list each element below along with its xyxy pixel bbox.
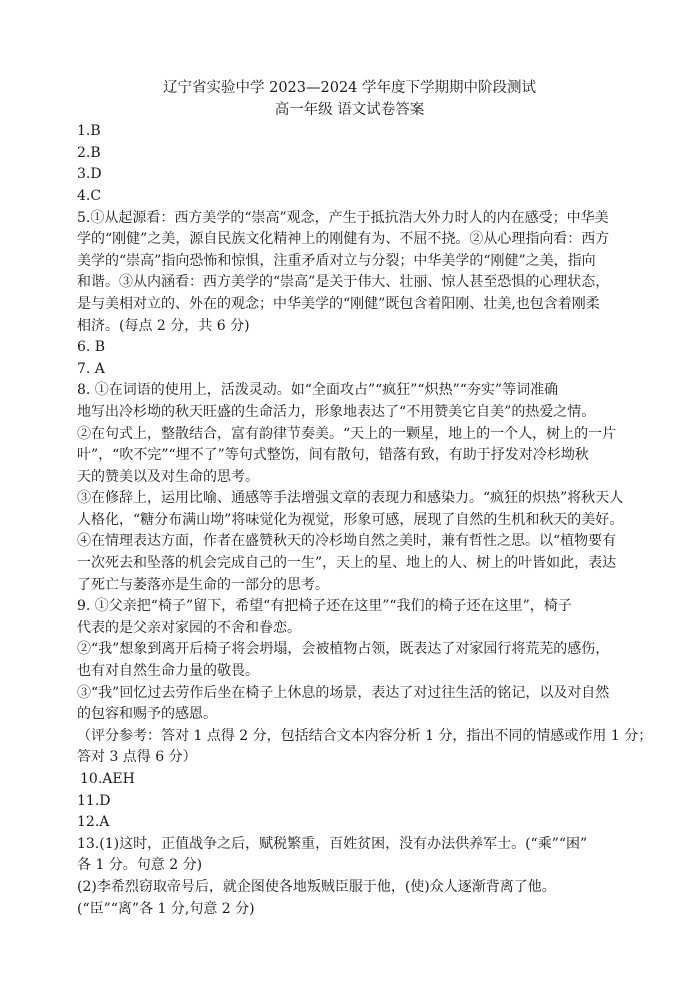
answer-q5-line: 学的“刚健”之美，源自民族文化精神上的刚健有为、不屈不挠。②从心理指向看：西方 bbox=[77, 231, 610, 248]
answer-q1: 1.B bbox=[77, 123, 101, 140]
answer-q5-line: 美学的“崇高”指向恐怖和惊惧，注重矛盾对立与分裂；中华美学的“刚健”之美，指向 bbox=[77, 252, 596, 269]
answer-q5-line: 是与美相对立的、外在的观念；中华美学的“刚健”既包含着阳刚、壮美,也包含着刚柔 bbox=[77, 295, 600, 312]
answer-q13-line: 13.(1)这时，正值战争之后，赋税繁重，百姓贫困，没有办法供养军士。(“乘”“困” bbox=[77, 835, 588, 852]
answer-q8 bbox=[77, 380, 622, 596]
answer-q11: 11.D bbox=[77, 792, 111, 809]
exam-subtitle: 高一年级 语文试卷答案 bbox=[274, 101, 425, 118]
answer-q12: 12.A bbox=[77, 814, 110, 831]
answer-q8-line: 地写出冷杉坳的秋天旺盛的生命活力，形象地表达了“不用赞美它自美”的热爱之情。 bbox=[77, 403, 596, 420]
answer-q9-line: ②“我”想象到离开后椅子将会坍塌，会被植物占领，既表达了对家园行将荒芜的感伤， bbox=[77, 641, 610, 658]
answer-q8-line: 一次死去和坠落的机会完成自己的一生”，天上的星、地上的人、树上的叶皆如此，表达 bbox=[77, 555, 617, 572]
answer-q5 bbox=[77, 208, 622, 338]
answer-q8-line: ④在情理表达方面，作者在盛赞秋天的冷杉坳自然之美时，兼有哲性之思。以“植物要有 bbox=[77, 533, 617, 550]
answer-q9-line: 代表的是父亲对家园的不舍和眷恋。 bbox=[77, 619, 301, 636]
answer-q5-line: 和谐。③从内涵看：西方美学的“崇高”是关于伟大、壮丽、惊人甚至恐惧的心理状态， bbox=[77, 274, 610, 291]
answer-q8-line: ②在句式上，整散结合，富有韵律节奏美。“天上的一颗星，地上的一个人，树上的一片 bbox=[77, 425, 617, 442]
answer-q13-line: (“臣”“离”各 1 分,句意 2 分) bbox=[77, 900, 255, 917]
answer-q3: 3.D bbox=[77, 166, 102, 183]
answer-q5-line: 5.①从起源看：西方美学的“崇高”观念，产生于抵抗浩大外力时人的内在感受；中华美 bbox=[77, 209, 609, 226]
answer-q9-line: 的包容和赐予的感恩。 bbox=[77, 706, 217, 723]
answer-q8-line: 了死亡与萎落亦是生命的一部分的思考。 bbox=[77, 576, 329, 593]
answer-q9 bbox=[77, 596, 653, 769]
answer-q8-line: 8. ①在词语的使用上，活泼灵动。如“全面攻占”“疯狂”“炽热”“夯实”等词准确 bbox=[77, 382, 559, 399]
answer-q8-line: 人格化，“糖分布满山坳”将味觉化为视觉，形象可感，展现了自然的生机和秋天的美好。 bbox=[77, 511, 624, 528]
answer-q10: 10.AEH bbox=[80, 771, 135, 787]
answer-q8-line: 叶”，“吹不完”“埋不了”等句式整饬，间有散句，错落有致，有助于抒发对冷杉坳秋 bbox=[77, 447, 589, 464]
answer-q9-line: ③“我”回忆过去劳作后坐在椅子上休息的场景，表达了对过往生活的铭记，以及对自然 bbox=[77, 684, 610, 701]
answer-q8-line: 天的赞美以及对生命的思考。 bbox=[77, 468, 259, 485]
answer-q4: 4.C bbox=[77, 187, 102, 204]
answer-q9-line: 也有对自然生命力量的敬畏。 bbox=[77, 663, 259, 680]
answer-q8-line: ③在修辞上，运用比喻、通感等手法增强文章的表现力和感染力。“疯狂的炽热”将秋天人 bbox=[77, 490, 624, 507]
answer-q13 bbox=[77, 834, 622, 920]
answer-q13-line: (2)李希烈窃取帝号后，就企图使各地叛贼臣服于他，(使)众人逐渐背离了他。 bbox=[77, 878, 556, 895]
scoring-note: 答对 3 点得 6 分） bbox=[77, 749, 197, 766]
answer-q5-line: 相济。(每点 2 分，共 6 分) bbox=[77, 317, 250, 334]
answer-q13-line: 各 1 分。句意 2 分) bbox=[77, 857, 203, 874]
answer-q6: 6. B bbox=[77, 339, 106, 356]
answer-q7: 7. A bbox=[77, 360, 105, 377]
answer-q9-line: 9. ①父亲把“椅子”留下，希望“有把椅子还在这里”“我们的椅子还在这里”，椅子 bbox=[77, 598, 572, 615]
scoring-note: （评分参考：答对 1 点得 2 分，包括结合文本内容分析 1 分，指出不同的情感或作用 1 分； bbox=[77, 727, 653, 744]
answer-q2: 2.B bbox=[77, 144, 101, 161]
answer-sheet bbox=[77, 78, 653, 920]
exam-title: 辽宁省实验中学 2023—2024 学年度下学期期中阶段测试 bbox=[162, 80, 537, 96]
